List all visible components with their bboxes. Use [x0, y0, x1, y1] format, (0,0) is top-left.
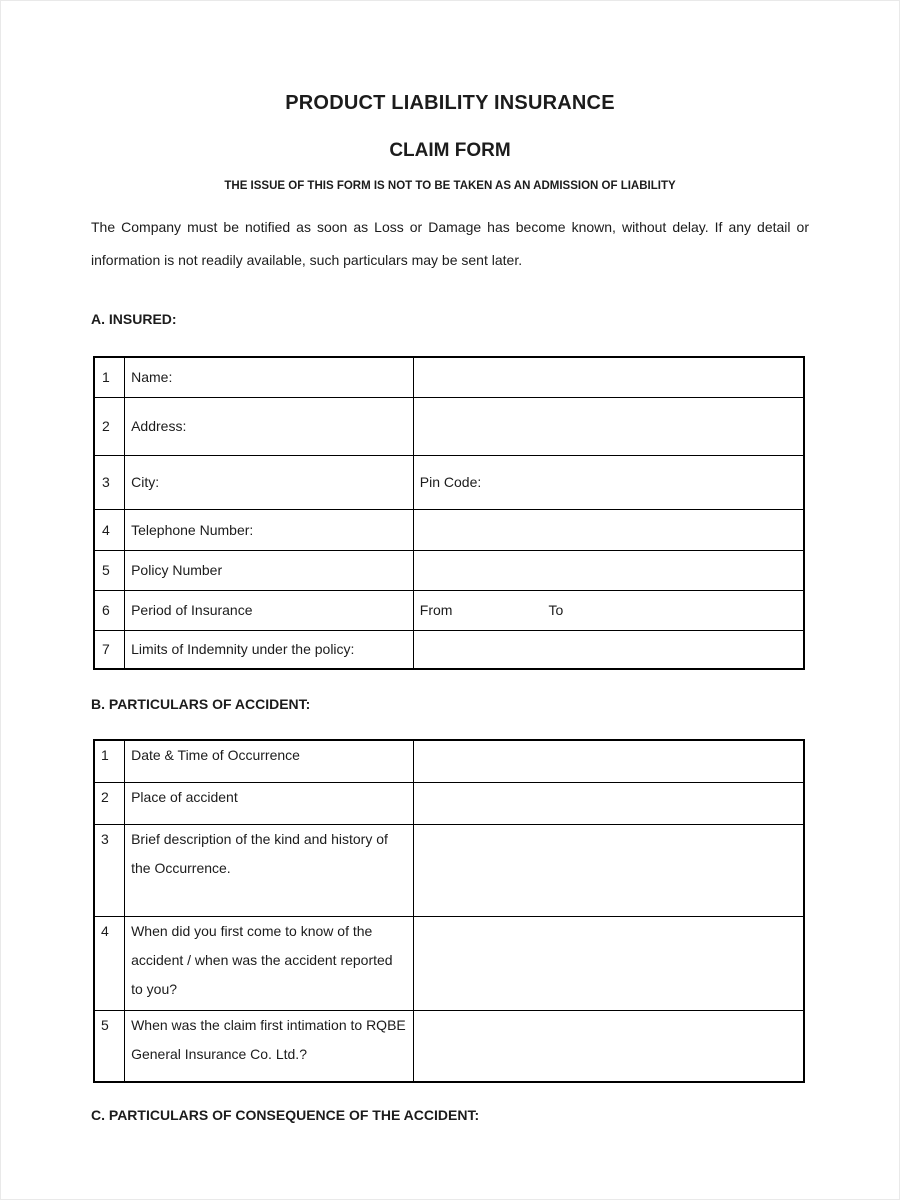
table-row [94, 397, 804, 455]
row-number: 4 [94, 509, 125, 550]
row-number: 4 [94, 916, 125, 1010]
table-row [94, 357, 804, 397]
row-number: 7 [94, 630, 125, 669]
row-value-cell [413, 782, 804, 824]
row-label: Name: [125, 357, 414, 397]
section-b-heading: B. PARTICULARS OF ACCIDENT: [91, 696, 311, 712]
row-label: Brief description of the kind and history of the Occurrence. [125, 824, 414, 916]
row-value-cell [413, 397, 804, 455]
row-number: 2 [94, 397, 125, 455]
intro-paragraph: The Company must be notified as soon as Loss or Damage has become known, without delay. If any detail or information is not readily available, such particulars may be sent later. [91, 219, 809, 268]
row-label: Telephone Number: [125, 509, 414, 550]
row-value-cell [413, 509, 804, 550]
table-row [94, 916, 804, 1010]
table-row [94, 509, 804, 550]
claim-form-title: CLAIM FORM [389, 140, 511, 161]
row-value-cell [413, 550, 804, 590]
row-value-cell [413, 916, 804, 1010]
table-row [94, 550, 804, 590]
table-row [94, 740, 804, 782]
row-number: 2 [94, 782, 125, 824]
row-label: City: [125, 455, 414, 509]
row-number: 3 [94, 455, 125, 509]
row-number: 1 [94, 357, 125, 397]
row-number: 1 [94, 740, 125, 782]
row-value-cell [413, 740, 804, 782]
row-number: 5 [94, 550, 125, 590]
row-label: When did you first come to know of the accident / when was the accident reported to you? [125, 916, 414, 1010]
row-value-cell [413, 590, 804, 630]
row-value-cell [413, 357, 804, 397]
row-label: Address: [125, 397, 414, 455]
table-row [94, 590, 804, 630]
row-label: Place of accident [125, 782, 414, 824]
page-content [1, 91, 899, 1124]
table-row [94, 455, 804, 509]
row-label: Period of Insurance [125, 590, 414, 630]
admission-notice: THE ISSUE OF THIS FORM IS NOT TO BE TAKEN AS AN ADMISSION OF LIABILITY [224, 180, 676, 192]
row-label: Limits of Indemnity under the policy: [125, 630, 414, 669]
accident-table [93, 739, 805, 1083]
row-label: Date & Time of Occurrence [125, 740, 414, 782]
table-row [94, 630, 804, 669]
row-number: 3 [94, 824, 125, 916]
insured-table [93, 356, 805, 670]
row-value-cell [413, 1010, 804, 1082]
section-c-heading: C. PARTICULARS OF CONSEQUENCE OF THE ACCIDENT: [91, 1107, 480, 1123]
row-value-cell [413, 824, 804, 916]
row-label: When was the claim first intimation to RQBE General Insurance Co. Ltd.? [125, 1010, 414, 1082]
row-value-cell [413, 630, 804, 669]
table-row [94, 824, 804, 916]
table-row [94, 1010, 804, 1082]
row-number: 6 [94, 590, 125, 630]
document-title: PRODUCT LIABILITY INSURANCE [285, 92, 615, 114]
row-number: 5 [94, 1010, 125, 1082]
table-row [94, 782, 804, 824]
to-label: To [548, 602, 564, 618]
row-label: Policy Number [125, 550, 414, 590]
from-label: From [419, 602, 453, 618]
row-value-cell: Pin Code: [413, 455, 804, 509]
section-a-heading: A. INSURED: [91, 311, 177, 327]
